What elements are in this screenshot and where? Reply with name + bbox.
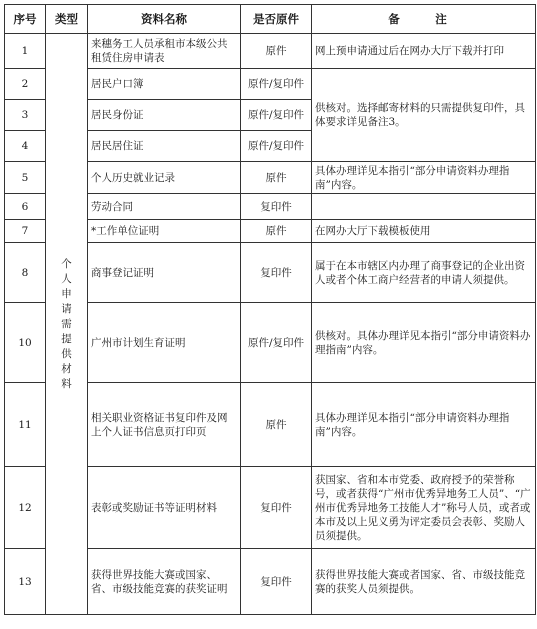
material-name: 居民身份证 [88,100,241,131]
material-name: 居民户口簿 [88,69,241,100]
row-no: 8 [5,243,46,303]
note-text: 供核对。具体办理详见本指引“部分申请资料办理指南”内容。 [312,303,536,383]
original-flag: 原件/复印件 [241,131,312,162]
materials-table [4,4,536,615]
row-no: 2 [5,69,46,100]
header-note: 备 注 [312,5,536,34]
header-no: 序号 [5,5,46,34]
type-group-cell [46,34,88,615]
original-flag: 原件 [241,34,312,69]
material-name: 来穗务工人员承租市本级公共租赁住房申请表 [88,34,241,69]
original-flag: 原件/复印件 [241,100,312,131]
note-text: 获得世界技能大赛或者国家、省、市级技能竞赛的获奖人员须提供。 [312,549,536,615]
table-row [5,34,536,69]
header-original: 是否原件 [241,5,312,34]
note-text: 具体办理详见本指引“部分申请资料办理指南”内容。 [312,383,536,467]
table-header-row [5,5,536,34]
row-no: 7 [5,220,46,243]
material-name: 商事登记证明 [88,243,241,303]
original-flag: 原件 [241,220,312,243]
header-type: 类型 [46,5,88,34]
material-name: 获得世界技能大赛或国家、省、市级技能竞赛的获奖证明 [88,549,241,615]
note-text: 网上预申请通过后在网办大厅下载并打印 [312,34,536,69]
material-name: 个人历史就业记录 [88,162,241,194]
row-no: 6 [5,194,46,220]
row-no: 4 [5,131,46,162]
original-flag: 复印件 [241,549,312,615]
type-group-label: 个人申请需提供材料 [61,257,72,390]
shared-note-text: 供核对。选择邮寄材料的只需提供复印件，具体要求详见备注3。 [312,69,536,162]
material-name: 广州市计划生育证明 [88,303,241,383]
material-name: *工作单位证明 [88,220,241,243]
note-text: 属于在本市辖区内办理了商事登记的企业出资人或者个体工商户经营者的申请人须提供。 [312,243,536,303]
note-text: 获国家、省和本市党委、政府授予的荣誉称号，或者获得“广州市优秀异地务工人员”、“广州市优秀异地务工技能人才”称号人员，或者或本市及以上见义勇为评定委员会表彰、奖励人员须提供。 [312,467,536,549]
original-flag: 复印件 [241,467,312,549]
material-name: 居民居住证 [88,131,241,162]
header-name: 资料名称 [88,5,241,34]
original-flag: 原件/复印件 [241,69,312,100]
document-page [4,4,536,615]
row-no: 10 [5,303,46,383]
original-flag: 原件/复印件 [241,303,312,383]
original-flag: 复印件 [241,243,312,303]
material-name: 表彰或奖励证书等证明材料 [88,467,241,549]
note-text: 具体办理详见本指引“部分申请资料办理指南”内容。 [312,162,536,194]
material-name: 劳动合同 [88,194,241,220]
material-name: 相关职业资格证书复印件及网上个人证书信息页打印页 [88,383,241,467]
row-no: 12 [5,467,46,549]
row-no: 1 [5,34,46,69]
row-no: 3 [5,100,46,131]
row-no: 13 [5,549,46,615]
note-text [312,194,536,220]
original-flag: 原件 [241,383,312,467]
original-flag: 原件 [241,162,312,194]
original-flag: 复印件 [241,194,312,220]
row-no: 5 [5,162,46,194]
row-no: 11 [5,383,46,467]
note-text: 在网办大厅下载模板使用 [312,220,536,243]
